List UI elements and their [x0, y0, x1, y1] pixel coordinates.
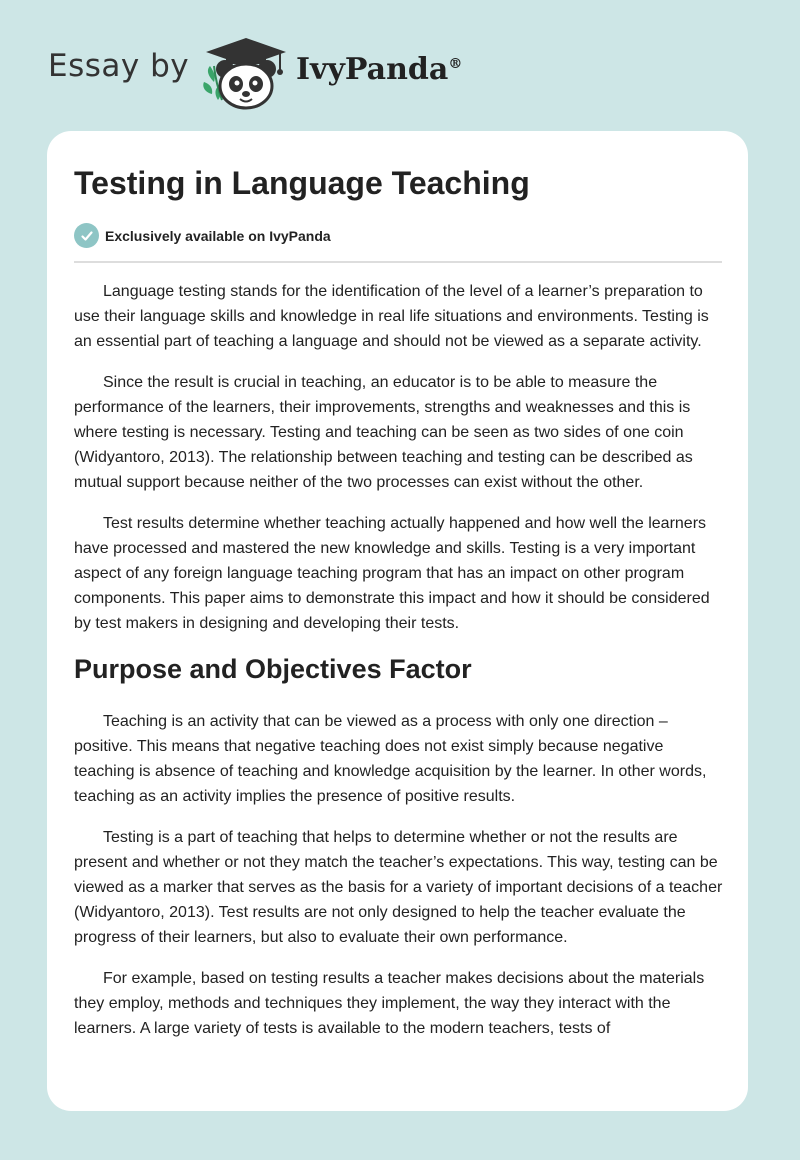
article-card: [47, 131, 748, 1111]
ivypanda-logo-icon[interactable]: [200, 36, 292, 110]
paragraph: Language testing stands for the identification of the level of a learner’s preparation to use their language skills and knowledge in real life situations and environments. Testing is an essential part of teaching a language and should not be viewed as a separate activity.: [74, 283, 709, 350]
check-icon: [74, 223, 99, 248]
paragraph: Teaching is an activity that can be viewed as a process with only one direction – positive. This means that negative teaching does not exist simply because negative teaching is absence of teaching and knowledge acquisition by the learner. In other words, teaching as an activity implies the presence of positive results.: [74, 713, 707, 805]
site-header: [0, 0, 800, 130]
paragraph: For example, based on testing results a teacher makes decisions about the materials they employ, methods and techniques they implement, the way they interact with the learners. A large variety of tests is available to the modern teachers, tests of: [74, 970, 705, 1037]
brand-text: IvyPanda: [296, 52, 449, 87]
paragraph: Since the result is crucial in teaching, an educator is to be able to measure the performance of the learners, their improvements, strengths and weaknesses and this is where testing is necessary. Testing and teaching can be seen as two sides of one coin (Widyantoro, 2013). The relationship between teaching and testing can be described as mutual support because neither of the two processes can exist without the other.: [74, 374, 693, 491]
paragraph: Test results determine whether teaching actually happened and how well the learners have processed and mastered the new knowledge and skills. Testing is a very important aspect of any foreign language teaching program that has an impact on other program components. This paper aims to demonstrate this impact and how it should be considered by test makers in designing and developing their tests.: [74, 515, 710, 632]
divider: [74, 261, 722, 263]
exclusive-badge: [74, 223, 331, 248]
registered-mark: ®: [448, 56, 463, 72]
section-heading: Purpose and Objectives Factor: [74, 654, 472, 684]
badge-label: Exclusively available on IvyPanda: [105, 227, 331, 244]
brand-name[interactable]: [296, 52, 462, 87]
article-body: [74, 279, 726, 1057]
essay-by-label: Essay by: [48, 48, 190, 84]
page-title: Testing in Language Teaching: [74, 165, 530, 201]
paragraph: Testing is a part of teaching that helps to determine whether or not the results are present and whether or not they match the teacher’s expectations. This way, testing can be viewed as a marker that serves as the basis for a variety of important decisions of a teacher (Widyantoro, 2013). Test results are not only designed to help the teacher evaluate the progress of their learners, but also to evaluate their own performance.: [74, 829, 723, 946]
